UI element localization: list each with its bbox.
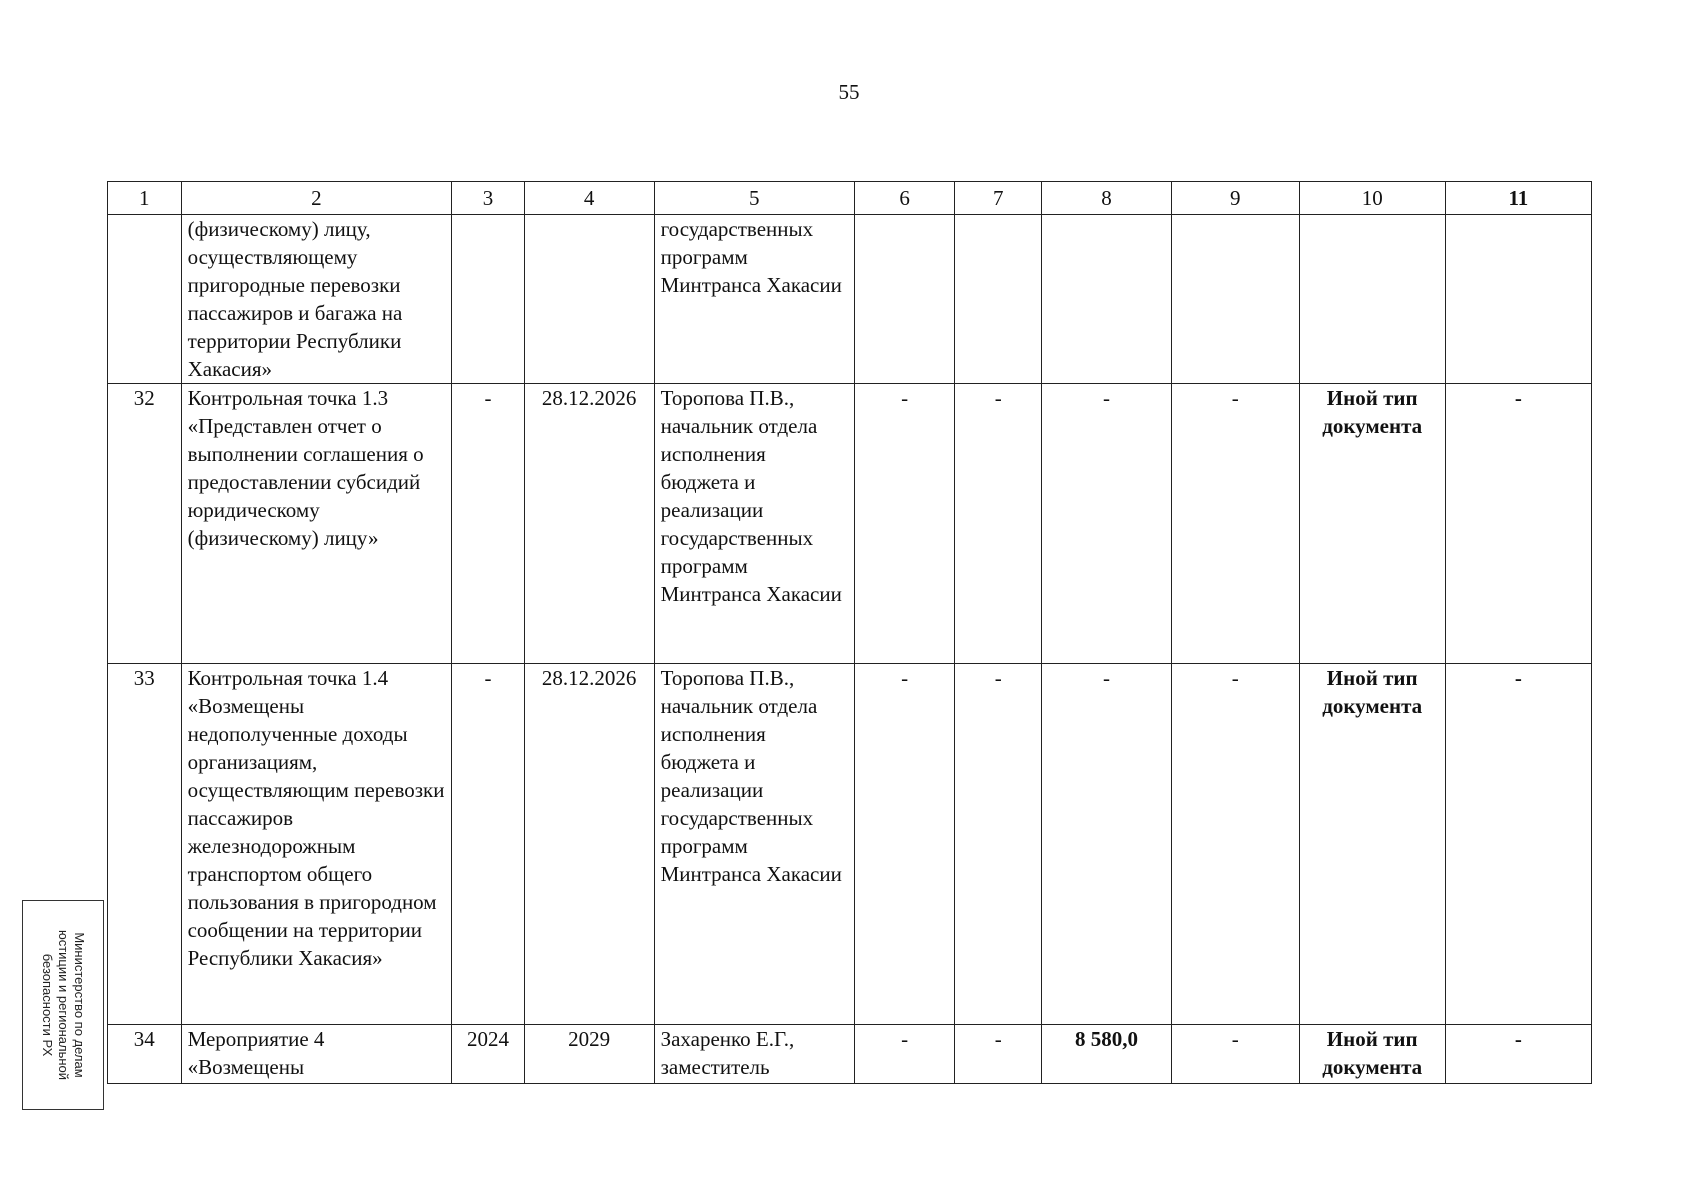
row-number: 33 [108, 664, 182, 1025]
document-type [1299, 215, 1445, 384]
col-8-value: - [1042, 384, 1172, 664]
row-number: 32 [108, 384, 182, 664]
row-number [108, 215, 182, 384]
stamp-line: безопасности РХ [40, 953, 55, 1057]
header-cell: 9 [1171, 182, 1299, 215]
col-9-value: - [1171, 1025, 1299, 1084]
header-cell: 3 [452, 182, 525, 215]
responsible-person: Торопова П.В., начальник отдела исполнения бюджета и реализации государственных программ Минтранса Хакасии [654, 664, 854, 1025]
event-name: Мероприятие 4 «Возмещены [181, 1025, 452, 1084]
col-6-value: - [854, 1025, 955, 1084]
col-6-value: - [854, 384, 955, 664]
event-name: Контрольная точка 1.3 «Представлен отчет о выполнении соглашения о предоставлении субсидий юридическому (физическому) лицу» [181, 384, 452, 664]
col-6-value: - [854, 664, 955, 1025]
col-7-value: - [955, 664, 1042, 1025]
header-cell: 10 [1299, 182, 1445, 215]
header-cell: 7 [955, 182, 1042, 215]
stamp-line: юстиции и региональной [56, 929, 71, 1081]
col-11-value: - [1445, 384, 1591, 664]
table-row [108, 1025, 1592, 1084]
table-header-row [108, 182, 1592, 215]
start-date [452, 215, 525, 384]
col-8-value [1042, 215, 1172, 384]
table-row [108, 664, 1592, 1025]
document-type: Иной тип документа [1299, 384, 1445, 664]
col-9-value [1171, 215, 1299, 384]
ministry-stamp [22, 900, 104, 1110]
responsible-person: Захаренко Е.Г., заместитель [654, 1025, 854, 1084]
header-cell: 5 [654, 182, 854, 215]
header-cell: 2 [181, 182, 452, 215]
col-7-value: - [955, 384, 1042, 664]
event-name: Контрольная точка 1.4 «Возмещены недополученные доходы организациям, осуществляющим перевозки пассажиров железнодорожным транспортом общего пользования в пригородном сообщении на территории Республики Хакасия» [181, 664, 452, 1025]
col-8-value: - [1042, 664, 1172, 1025]
col-9-value: - [1171, 664, 1299, 1025]
col-11-value: - [1445, 1025, 1591, 1084]
row-number: 34 [108, 1025, 182, 1084]
event-name: (физическому) лицу, осуществляющему пригородные перевозки пассажиров и багажа на территории Республики Хакасия» [181, 215, 452, 384]
document-type: Иной тип документа [1299, 664, 1445, 1025]
end-date [524, 215, 654, 384]
col-11-value [1445, 215, 1591, 384]
col-11-value: - [1445, 664, 1591, 1025]
header-cell: 4 [524, 182, 654, 215]
col-9-value: - [1171, 384, 1299, 664]
page-number: 55 [838, 80, 860, 104]
stamp-line: Министерство по делам [72, 932, 87, 1078]
header-cell: 8 [1042, 182, 1172, 215]
col-6-value [854, 215, 955, 384]
header-cell: 1 [108, 182, 182, 215]
col-7-value [955, 215, 1042, 384]
responsible-person: государственных программ Минтранса Хакасии [654, 215, 854, 384]
end-date: 2029 [524, 1025, 654, 1084]
start-date: 2024 [452, 1025, 525, 1084]
start-date: - [452, 384, 525, 664]
table-row [108, 384, 1592, 664]
schedule-table [107, 181, 1592, 1084]
document-type: Иной тип документа [1299, 1025, 1445, 1084]
start-date: - [452, 664, 525, 1025]
table-row [108, 215, 1592, 384]
responsible-person: Торопова П.В., начальник отдела исполнения бюджета и реализации государственных программ Минтранса Хакасии [654, 384, 854, 664]
col-7-value: - [955, 1025, 1042, 1084]
end-date: 28.12.2026 [524, 664, 654, 1025]
end-date: 28.12.2026 [524, 384, 654, 664]
header-cell: 11 [1445, 182, 1591, 215]
col-8-value: 8 580,0 [1042, 1025, 1172, 1084]
header-cell: 6 [854, 182, 955, 215]
